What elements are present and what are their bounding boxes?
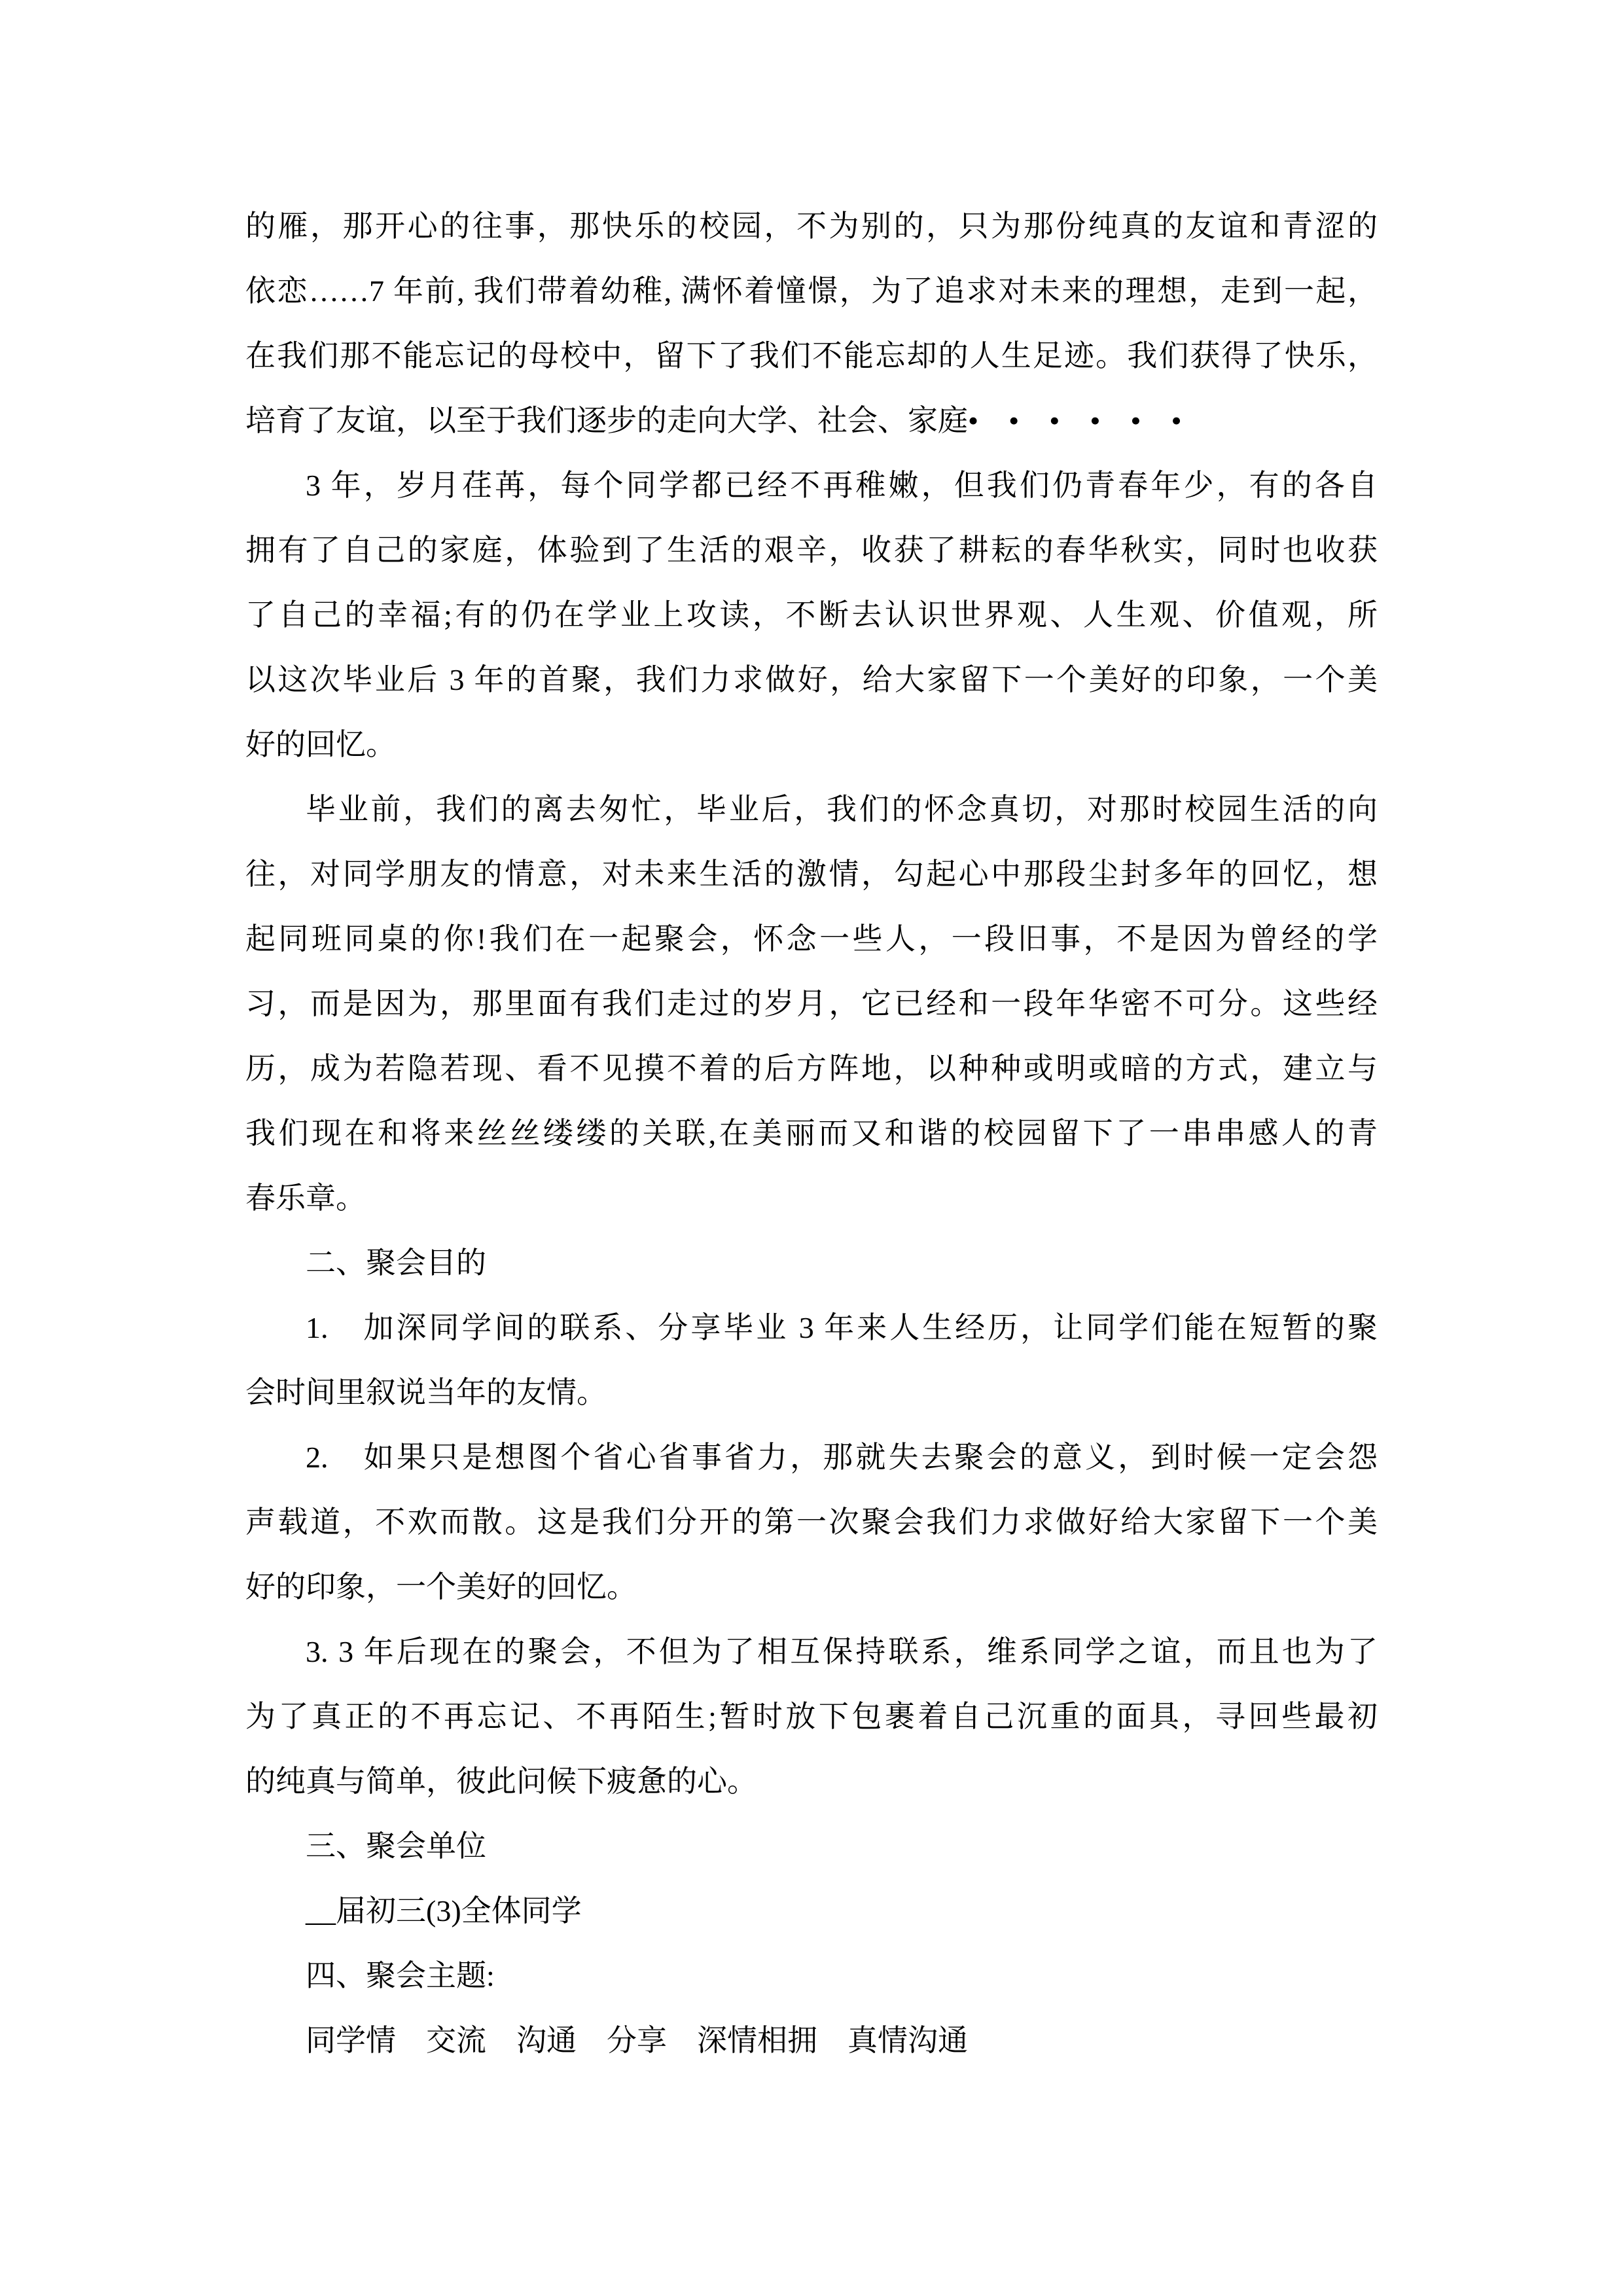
paragraph-line: 的雁，那开心的往事，那快乐的校园，不为别的，只为那份纯真的友谊和青涩的 bbox=[245, 209, 1378, 243]
paragraph-line: 好的印象，一个美好的回忆。 bbox=[245, 1570, 637, 1604]
paragraph-line: 四、聚会主题: bbox=[306, 1959, 495, 1992]
paragraph-line: 往，对同学朋友的情意，对未来生活的激情，勾起心中那段尘封多年的回忆，想 bbox=[245, 857, 1378, 891]
paragraph-line: 1. 加深同学间的联系、分享毕业 3 年来人生经历，让同学们能在短暂的聚 bbox=[306, 1311, 1378, 1344]
paragraph-line: __届初三(3)全体同学 bbox=[306, 1894, 582, 1928]
paragraph-line: 习，而是因为，那里面有我们走过的岁月，它已经和一段年华密不可分。这些经 bbox=[245, 987, 1378, 1020]
paragraph-line: 培育了友谊，以至于我们逐步的走向大学、社会、家庭• • • • • • bbox=[245, 404, 1182, 437]
paragraph-line: 了自己的幸福;有的仍在学业上攻读，不断去认识世界观、人生观、价值观，所 bbox=[245, 598, 1378, 632]
paragraph-line: 3. 3 年后现在的聚会，不但为了相互保持联系，维系同学之谊，而且也为了 bbox=[306, 1635, 1378, 1668]
paragraph-line: 同学情 交流 沟通 分享 深情相拥 真情沟通 bbox=[306, 2024, 968, 2057]
paragraph-line: 好的回忆。 bbox=[245, 728, 396, 761]
paragraph-line: 3 年，岁月荏苒，每个同学都已经不再稚嫩，但我们仍青春年少，有的各自 bbox=[306, 469, 1378, 502]
paragraph-line: 在我们那不能忘记的母校中，留下了我们不能忘却的人生足迹。我们获得了快乐， bbox=[245, 339, 1378, 372]
paragraph-line: 会时间里叙说当年的友情。 bbox=[245, 1376, 607, 1409]
paragraph-line: 起同班同桌的你!我们在一起聚会，怀念一些人，一段旧事，不是因为曾经的学 bbox=[245, 922, 1378, 956]
paragraph-line: 以这次毕业后 3 年的首聚，我们力求做好，给大家留下一个美好的印象，一个美 bbox=[245, 663, 1378, 696]
paragraph-line: 的纯真与简单，彼此问候下疲惫的心。 bbox=[245, 1765, 757, 1798]
text-block bbox=[245, 194, 1378, 2073]
paragraph-line: 声载道，不欢而散。这是我们分开的第一次聚会我们力求做好给大家留下一个美 bbox=[245, 1505, 1378, 1539]
paragraph-line: 历，成为若隐若现、看不见摸不着的后方阵地，以种种或明或暗的方式，建立与 bbox=[245, 1052, 1378, 1085]
paragraph-line: 为了真正的不再忘记、不再陌生;暂时放下包裹着自己沉重的面具，寻回些最初 bbox=[245, 1700, 1378, 1733]
paragraph-line: 二、聚会目的 bbox=[306, 1246, 486, 1280]
paragraph-line: 拥有了自己的家庭，体验到了生活的艰辛，收获了耕耘的春华秋实，同时也收获 bbox=[245, 533, 1378, 567]
paragraph-line: 2. 如果只是想图个省心省事省力，那就失去聚会的意义，到时候一定会怨 bbox=[306, 1441, 1378, 1474]
paragraph-line: 依恋……7 年前, 我们带着幼稚, 满怀着憧憬，为了追求对未来的理想，走到一起， bbox=[245, 274, 1378, 308]
paragraph-line: 毕业前，我们的离去匆忙，毕业后，我们的怀念真切，对那时校园生活的向 bbox=[306, 793, 1378, 826]
paragraph-line: 三、聚会单位 bbox=[306, 1829, 486, 1863]
paragraph-line: 我们现在和将来丝丝缕缕的关联,在美丽而又和谐的校园留下了一串串感人的青 bbox=[245, 1117, 1378, 1150]
paragraph-line: 春乐章。 bbox=[245, 1181, 366, 1215]
